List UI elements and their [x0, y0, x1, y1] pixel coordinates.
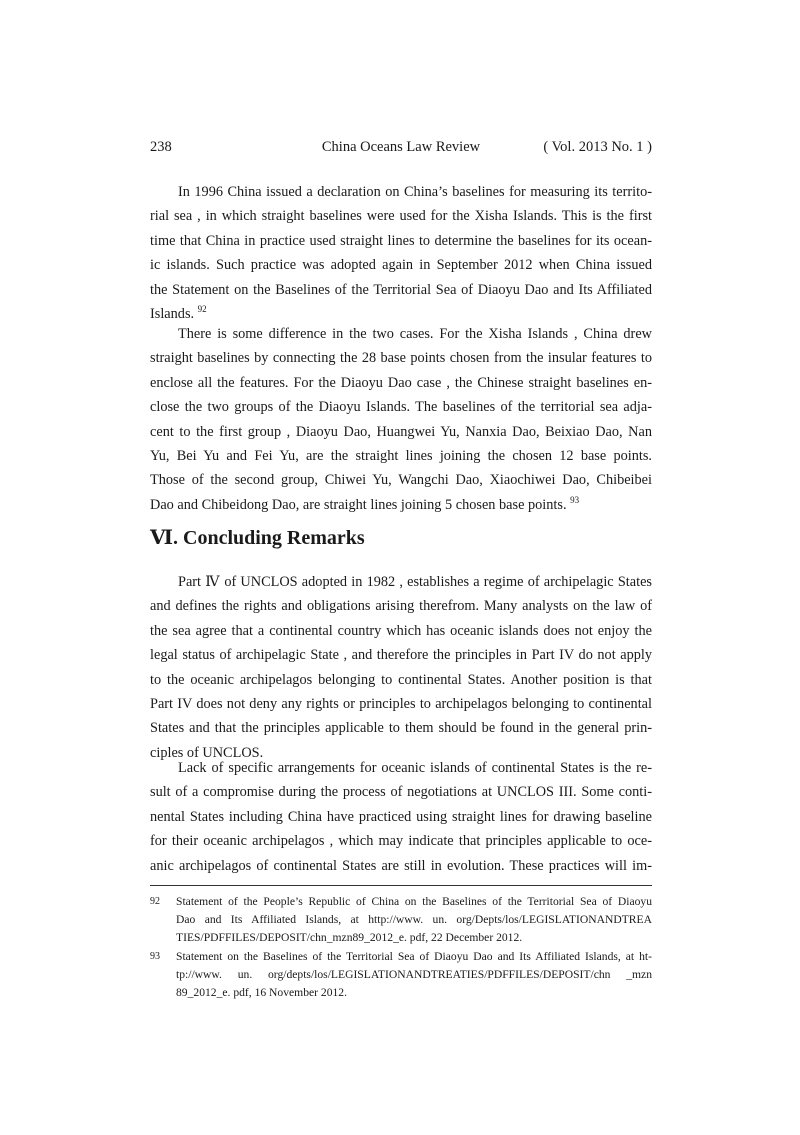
- paragraph-1: [150, 180, 652, 326]
- text-line: rial sea , in which straight baselines were used for the Xisha Islands. This is the first: [150, 208, 652, 225]
- text-line: straight baselines by connecting the 28 base points chosen from the insular features to: [150, 350, 652, 367]
- text-line: to the oceanic archipelagos belonging to continental States. Another position is that: [150, 671, 652, 688]
- text-line: ciples of UNCLOS.: [150, 744, 264, 761]
- text-line: States and that the principles applicable to them should be found in the general prin-: [150, 720, 652, 737]
- text-line: Dao and Chibeidong Dao, are straight lines joining 5 chosen base points.: [150, 496, 567, 513]
- text-line: cent to the first group , Diaoyu Dao, Huangwei Yu, Nanxia Dao, Beixiao Dao, Nan: [150, 423, 652, 440]
- running-header: [150, 136, 652, 158]
- text-line: anic archipelagos of continental States are still in evolution. These practices will im-: [150, 857, 652, 874]
- footnote-line[interactable]: Dao and Its Affiliated Islands, at http://www. un. org/Depts/los/LEGISLATIONANDTREA: [176, 913, 652, 926]
- paragraph-4: [150, 756, 652, 878]
- text-line: and defines the rights and obligations arising therefrom. Many analysts on the law of: [150, 598, 652, 615]
- text-line: sult of a compromise during the process of negotiations at UNCLOS III. Some conti-: [150, 784, 652, 801]
- text-line: Yu, Bei Yu and Fei Yu, are the straight lines joining the chosen 12 base points.: [150, 448, 652, 465]
- footnote-ref[interactable]: 92: [197, 304, 207, 315]
- footnote-line: Statement of the People’s Republic of China on the Baselines of the Territorial Sea of Diaoyu: [176, 895, 652, 908]
- page-number: 238: [150, 139, 172, 155]
- text-line: for their oceanic archipelagos , which may indicate that principles applicable to oce-: [150, 833, 652, 850]
- footnote-mark: 92: [150, 896, 160, 907]
- text-line: Those of the second group, Chiwei Yu, Wangchi Dao, Xiaochiwei Dao, Chibeibei: [150, 472, 652, 489]
- paragraph-2: [150, 322, 652, 517]
- text-line: Part IV does not deny any rights or principles to archipelagos belonging to continental: [150, 696, 652, 713]
- text-line: enclose all the features. For the Diaoyu Dao case , the Chinese straight baselines en-: [150, 374, 652, 391]
- footnote-divider: [150, 885, 652, 886]
- text-line: ic islands. Such practice was adopted again in September 2012 when China issued: [150, 257, 652, 274]
- text-line: time that China in practice used straight lines to determine the baselines for its ocean-: [150, 232, 652, 249]
- footnotes: [150, 893, 652, 1003]
- text-line: the sea agree that a continental country which has oceanic islands does not enjoy the: [150, 622, 652, 639]
- text-line: Lack of specific arrangements for oceanic islands of continental States is the re-: [178, 760, 652, 776]
- volume-info: ( Vol. 2013 No. 1 ): [543, 139, 652, 155]
- paragraph-3: [150, 570, 652, 765]
- text-line: There is some difference in the two cases. For the Xisha Islands , China drew: [178, 326, 652, 342]
- text-line: legal status of archipelagic State , and therefore the principles in Part IV do not apply: [150, 647, 652, 664]
- text-line: Islands.: [150, 306, 195, 323]
- text-line: Part Ⅳ of UNCLOS adopted in 1982 , establishes a regime of archipelagic States: [178, 574, 652, 590]
- footnote-line[interactable]: 89_2012_e. pdf, 16 November 2012.: [176, 986, 347, 999]
- footnote-93: [150, 948, 652, 1002]
- footnote-line[interactable]: TIES/PDFFILES/DEPOSIT/chn_mzn89_2012_e. pdf, 22 December 2012.: [176, 931, 523, 944]
- footnote-line: Statement on the Baselines of the Territorial Sea of Diaoyu Dao and Its Affiliated Islands, at ht-: [176, 950, 652, 963]
- footnote-ref[interactable]: 93: [570, 494, 580, 505]
- footnote-mark: 93: [150, 951, 160, 962]
- section-heading: Ⅵ. Concluding Remarks: [150, 527, 365, 549]
- text-line: nental States including China have practiced using straight lines for drawing baseline: [150, 808, 652, 825]
- text-line: In 1996 China issued a declaration on China’s baselines for measuring its territo-: [178, 184, 652, 200]
- text-line: close the two groups of the Diaoyu Islands. The baselines of the territorial sea adja-: [150, 399, 652, 416]
- footnote-92: [150, 893, 652, 947]
- footnote-line[interactable]: tp://www. un. org/depts/los/LEGISLATIONANDTREATIES/PDFFILES/DEPOSIT/chn _mzn: [176, 968, 652, 981]
- text-line: the Statement on the Baselines of the Territorial Sea of Diaoyu Dao and Its Affiliated: [150, 281, 652, 298]
- journal-title: China Oceans Law Review: [321, 139, 481, 155]
